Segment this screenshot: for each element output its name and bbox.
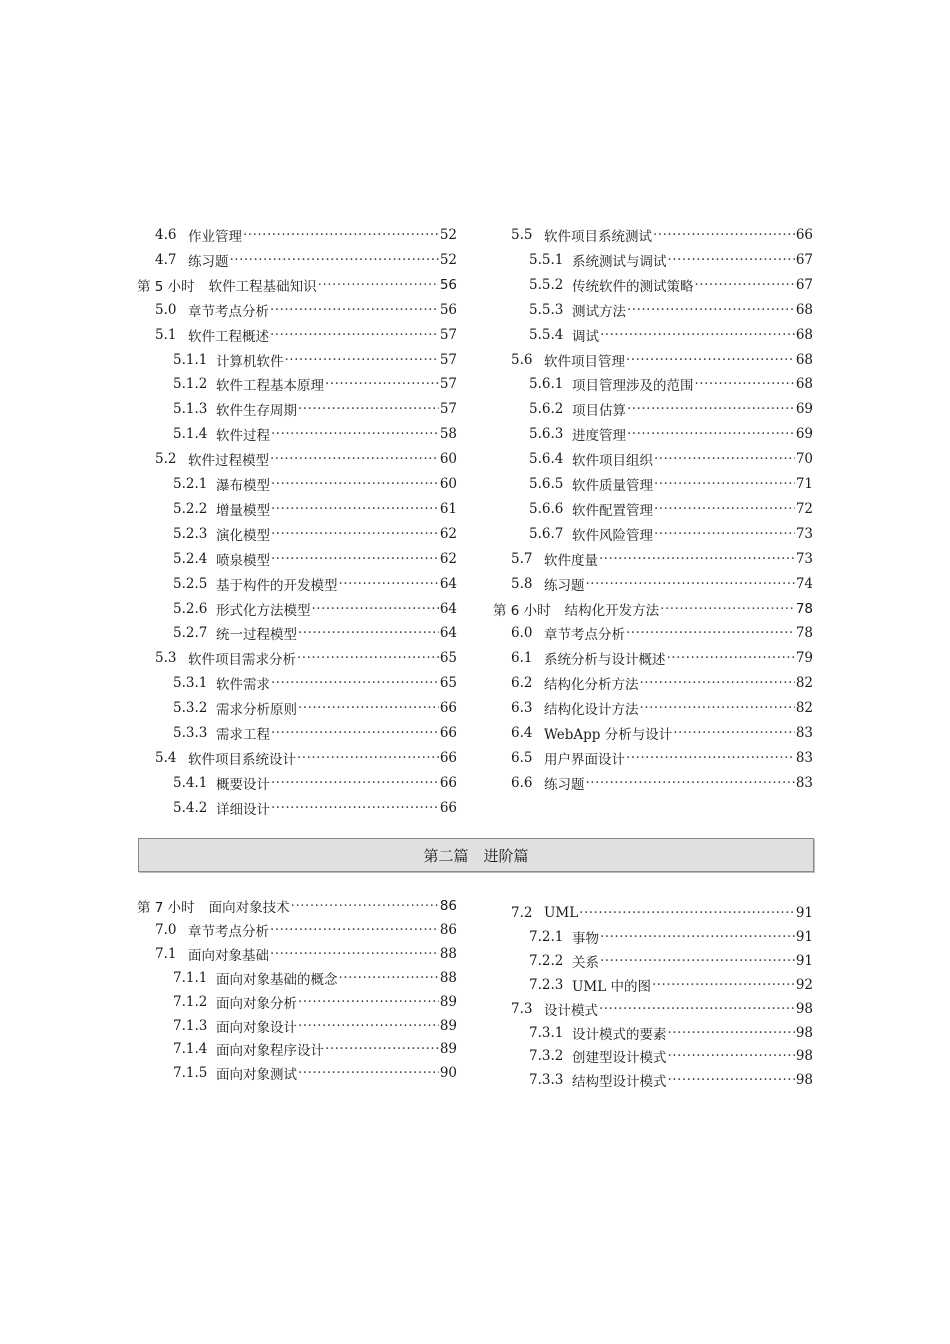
- toc-entry-title: 软件工程概述: [188, 328, 269, 345]
- toc-entry-number: 5.0: [155, 301, 177, 318]
- toc-entry-number: 5.5.3: [529, 301, 564, 318]
- toc-entry-page: 60: [439, 451, 457, 468]
- toc-entry-number: 5.6.5: [529, 476, 564, 492]
- toc-entry-title: 软件质量管理: [572, 478, 653, 494]
- toc-entry-page: 89: [439, 1041, 457, 1058]
- toc-entry-page: 88: [439, 945, 457, 962]
- toc-entry-title: 需求工程: [216, 727, 270, 743]
- toc-column-bottom-right: [493, 0, 813, 1120]
- toc-entry-page: 52: [439, 251, 457, 268]
- toc-entry-title: 设计模式的要素: [572, 1026, 667, 1043]
- toc-entry-page: 65: [439, 675, 457, 692]
- toc-dot-leader: [325, 1041, 439, 1057]
- toc-entry-page: 57: [439, 351, 457, 368]
- toc-entry-page: 60: [439, 476, 457, 492]
- toc-entry-title: 章节考点分析: [188, 923, 269, 940]
- toc-entry-number: 7.2.2: [529, 952, 564, 969]
- toc-chapter-entry[interactable]: [137, 895, 457, 917]
- toc-entry-page: 91: [795, 905, 813, 921]
- toc-entry-number: 6.2: [511, 675, 533, 692]
- toc-entry-title: 软件工程基础知识: [208, 278, 317, 295]
- toc-entry-title: 结构化设计方法: [544, 702, 639, 719]
- toc-entry-page: 74: [795, 575, 813, 592]
- toc-entry-page: 66: [439, 799, 457, 816]
- toc-entry-title: 创建型设计模式: [572, 1050, 667, 1067]
- toc-entry-title: 章节考点分析: [188, 303, 269, 320]
- toc-entry-page: 56: [439, 276, 457, 293]
- toc-entry[interactable]: [137, 1015, 457, 1037]
- toc-dot-leader: [270, 946, 439, 962]
- toc-entry-number: 第 5 小时: [137, 278, 195, 295]
- toc-entry-number: 5.1.1: [173, 351, 208, 368]
- toc-entry-title: 增量模型: [216, 502, 270, 519]
- toc-entry-page: 68: [795, 301, 813, 318]
- toc-entry-page: 86: [439, 898, 457, 914]
- toc-dot-leader: [291, 898, 439, 914]
- toc-dot-leader: [298, 1065, 439, 1081]
- toc-entry-page: 64: [439, 575, 457, 592]
- toc-entry-title: 关系: [572, 954, 599, 971]
- toc-entry-number: 第 6 小时: [493, 602, 551, 619]
- toc-entry-number: 5.2.6: [173, 600, 208, 617]
- toc-entry-number: 5.2.3: [173, 525, 208, 542]
- toc-entry-title: UML: [544, 905, 579, 921]
- toc-entry[interactable]: [137, 1062, 457, 1084]
- toc-entry-title: 统一过程模型: [216, 627, 297, 644]
- toc-entry-number: 5.6.7: [529, 525, 564, 542]
- toc-entry-page: 64: [439, 600, 457, 617]
- toc-dot-leader: [579, 905, 795, 921]
- toc-entry-number: 5.7: [511, 550, 533, 567]
- toc-entry-page: 91: [795, 952, 813, 969]
- toc-entry[interactable]: [493, 926, 813, 948]
- toc-entry-title: 需求分析原则: [216, 702, 297, 719]
- toc-entry-number: 6.5: [511, 749, 533, 766]
- toc-entry-page: 83: [795, 774, 813, 791]
- toc-entry[interactable]: [493, 1069, 813, 1091]
- toc-entry-page: 62: [439, 550, 457, 567]
- toc-entry-page: 61: [439, 500, 457, 517]
- toc-entry-number: 7.1.5: [173, 1065, 208, 1082]
- toc-entry-title: 设计模式: [544, 1002, 598, 1019]
- toc-entry-title: 面向对象程序设计: [216, 1043, 324, 1060]
- toc-entry-page: 57: [439, 326, 457, 343]
- toc-entry-page: 57: [439, 401, 457, 418]
- toc-entry-title: UML 中的图: [572, 978, 651, 995]
- toc-entry-number: 5.6.6: [529, 500, 564, 517]
- toc-entry-number: 7.3.2: [529, 1048, 564, 1065]
- toc-entry-page: 89: [439, 993, 457, 1010]
- toc-entry-title: 面向对象技术: [208, 900, 290, 916]
- toc-entry-page: 88: [439, 969, 457, 986]
- toc-entry-number: 5.2: [155, 451, 177, 468]
- toc-entry-page: 67: [795, 251, 813, 268]
- toc-entry-page: 69: [795, 401, 813, 418]
- toc-entry-title: 传统软件的测试策略: [572, 278, 694, 295]
- toc-entry-number: 5.4: [155, 749, 177, 766]
- toc-entry-page: 79: [795, 650, 813, 667]
- toc-entry-title: WebApp 分析与设计: [544, 727, 673, 743]
- toc-entry-number: 6.0: [511, 625, 533, 642]
- toc-entry-title: 软件项目组织: [572, 453, 653, 470]
- toc-entry-page: 66: [795, 227, 813, 243]
- toc-entry-number: 5.6.2: [529, 401, 564, 418]
- toc-dot-leader: [599, 1001, 795, 1017]
- toc-dot-leader: [600, 929, 795, 945]
- toc-entry-title: 结构化开发方法: [564, 602, 660, 619]
- toc-entry-title: 进度管理: [572, 428, 626, 445]
- toc-entry-title: 软件度量: [544, 552, 598, 569]
- toc-dot-leader: [270, 922, 439, 938]
- toc-entry-page: 78: [795, 600, 813, 617]
- toc-entry-page: 69: [795, 426, 813, 443]
- toc-entry-page: 68: [795, 376, 813, 393]
- toc-entry-title: 面向对象测试: [216, 1067, 297, 1084]
- toc-dot-leader: [298, 1018, 439, 1034]
- toc-entry-title: 形式化方法模型: [216, 602, 311, 619]
- toc-entry-title: 测试方法: [572, 303, 626, 320]
- toc-entry-number: 6.3: [511, 700, 533, 717]
- toc-entry-page: 83: [795, 749, 813, 766]
- toc-entry[interactable]: [137, 1038, 457, 1060]
- toc-entry-title: 调试: [572, 328, 599, 345]
- toc-entry-number: 5.1.4: [173, 426, 208, 443]
- toc-entry-title: 用户界面设计: [544, 751, 625, 768]
- toc-entry-title: 结构化分析方法: [544, 677, 639, 694]
- part-banner-title: 第二篇 进阶篇: [423, 846, 529, 865]
- toc-entry-page: 56: [439, 301, 457, 318]
- toc-entry-title: 项目管理涉及的范围: [572, 378, 694, 395]
- toc-entry-number: 第 7 小时: [137, 900, 195, 916]
- toc-dot-leader: [668, 1025, 795, 1041]
- toc-entry-page: 73: [795, 550, 813, 567]
- toc-entry-number: 5.6.1: [529, 376, 564, 393]
- toc-entry-number: 6.4: [511, 725, 533, 741]
- toc-entry-page: 90: [439, 1065, 457, 1082]
- toc-entry-number: 5.4.2: [173, 799, 208, 816]
- toc-entry-number: 6.1: [511, 650, 533, 667]
- toc-entry[interactable]: [137, 967, 457, 989]
- toc-entry-title: 章节考点分析: [544, 627, 625, 644]
- toc-entry-number: 7.2.3: [529, 976, 564, 993]
- toc-entry[interactable]: [493, 1022, 813, 1044]
- toc-entry-title: 事物: [572, 930, 599, 947]
- toc-entry-title: 面向对象基础的概念: [216, 971, 338, 988]
- toc-entry-page: 86: [439, 921, 457, 938]
- toc-entry-title: 项目估算: [572, 403, 626, 420]
- toc-entry-page: 58: [439, 426, 457, 443]
- toc-entry-number: 5.3.2: [173, 700, 208, 717]
- toc-entry-page: 83: [795, 725, 813, 741]
- toc-entry-title: 计算机软件: [216, 353, 284, 370]
- toc-entry-title: 系统测试与调试: [572, 253, 667, 270]
- toc-entry-page: 91: [795, 928, 813, 945]
- toc-entry-title: 软件过程模型: [188, 453, 269, 470]
- toc-entry[interactable]: [137, 991, 457, 1013]
- toc-entry-page: 66: [439, 749, 457, 766]
- toc-entry-title: 结构型设计模式: [572, 1074, 667, 1091]
- toc-entry-number: 5.1.3: [173, 401, 208, 418]
- toc-entry-page: 98: [795, 1072, 813, 1089]
- toc-entry-page: 62: [439, 525, 457, 542]
- toc-entry-page: 66: [439, 700, 457, 717]
- toc-entry-number: 5.2.5: [173, 575, 208, 592]
- toc-entry-number: 4.7: [155, 251, 177, 268]
- toc-entry-page: 66: [439, 725, 457, 741]
- toc-entry-number: 5.5: [511, 227, 533, 243]
- toc-entry-number: 7.0: [155, 921, 177, 938]
- toc-entry-number: 7.3.3: [529, 1072, 564, 1089]
- toc-entry-page: 52: [439, 227, 457, 243]
- toc-entry-number: 5.6.4: [529, 451, 564, 468]
- toc-entry-number: 5.1: [155, 326, 177, 343]
- toc-entry-title: 详细设计: [216, 801, 270, 818]
- toc-entry-page: 78: [795, 625, 813, 642]
- toc-entry-number: 7.2.1: [529, 928, 564, 945]
- toc-entry-number: 5.1.2: [173, 376, 208, 393]
- toc-entry-page: 98: [795, 1048, 813, 1065]
- toc-entry-title: 软件过程: [216, 428, 270, 445]
- toc-entry[interactable]: [493, 974, 813, 996]
- toc-entry-number: 5.4.1: [173, 774, 208, 791]
- toc-entry-title: 软件风险管理: [572, 527, 653, 544]
- toc-entry-page: 66: [439, 774, 457, 791]
- toc-entry-number: 4.6: [155, 227, 177, 243]
- toc-entry-title: 练习题: [544, 776, 585, 793]
- toc-entry-page: 98: [795, 1024, 813, 1041]
- toc-entry-number: 7.1.1: [173, 969, 208, 986]
- toc-entry-number: 7.1.2: [173, 993, 208, 1010]
- toc-entry-number: 5.2.7: [173, 625, 208, 642]
- toc-dot-leader: [339, 970, 439, 986]
- toc-entry-title: 软件需求: [216, 677, 270, 694]
- toc-entry-title: 软件项目需求分析: [188, 652, 296, 669]
- toc-entry-title: 概要设计: [216, 776, 270, 793]
- toc-entry-page: 71: [795, 476, 813, 492]
- toc-entry-number: 5.5.4: [529, 326, 564, 343]
- toc-dot-leader: [600, 953, 795, 969]
- toc-entry-page: 92: [795, 976, 813, 993]
- toc-entry-number: 5.3.3: [173, 725, 208, 741]
- toc-entry-title: 软件项目系统测试: [544, 229, 652, 245]
- toc-entry-page: 82: [795, 675, 813, 692]
- toc-entry-title: 喷泉模型: [216, 552, 270, 569]
- toc-entry-title: 软件项目系统设计: [188, 751, 296, 768]
- toc-entry-page: 89: [439, 1017, 457, 1034]
- toc-dot-leader: [298, 994, 439, 1010]
- toc-entry-page: 68: [795, 351, 813, 368]
- toc-entry[interactable]: [137, 919, 457, 941]
- toc-entry[interactable]: [493, 998, 813, 1020]
- toc-entry-page: 67: [795, 276, 813, 293]
- toc-entry-number: 5.2.1: [173, 476, 208, 492]
- toc-entry-title: 软件工程基本原理: [216, 378, 324, 395]
- toc-entry-number: 7.1.4: [173, 1041, 208, 1058]
- toc-entry-number: 5.8: [511, 575, 533, 592]
- toc-dot-leader: [652, 977, 795, 993]
- toc-entry-title: 练习题: [544, 577, 585, 594]
- toc-entry[interactable]: [493, 950, 813, 972]
- toc-entry-page: 64: [439, 625, 457, 642]
- toc-entry-page: 65: [439, 650, 457, 667]
- toc-entry-title: 面向对象基础: [188, 947, 269, 964]
- toc-entry-page: 68: [795, 326, 813, 343]
- toc-entry-number: 5.6: [511, 351, 533, 368]
- toc-entry-number: 6.6: [511, 774, 533, 791]
- toc-entry-page: 70: [795, 451, 813, 468]
- toc-entry-page: 73: [795, 525, 813, 542]
- toc-entry-page: 57: [439, 376, 457, 393]
- toc-entry-title: 软件项目管理: [544, 353, 625, 370]
- toc-entry-title: 系统分析与设计概述: [544, 652, 666, 669]
- toc-entry-page: 72: [795, 500, 813, 517]
- toc-entry-title: 软件配置管理: [572, 502, 653, 519]
- toc-entry-page: 98: [795, 1000, 813, 1017]
- toc-column-bottom-left: [137, 0, 457, 1120]
- toc-entry[interactable]: [137, 943, 457, 965]
- toc-entry-number: 5.3: [155, 650, 177, 667]
- toc-entry-title: 基于构件的开发模型: [216, 577, 338, 594]
- toc-entry-title: 面向对象设计: [216, 1019, 297, 1036]
- toc-entry-number: 5.5.2: [529, 276, 564, 293]
- toc-entry-number: 7.3: [511, 1000, 533, 1017]
- toc-dot-leader: [668, 1072, 795, 1088]
- toc-entry-title: 软件生存周期: [216, 403, 297, 420]
- toc-entry-number: 5.6.3: [529, 426, 564, 443]
- toc-entry-number: 7.2: [511, 905, 533, 921]
- toc-dot-leader: [668, 1048, 795, 1064]
- toc-entry-number: 5.3.1: [173, 675, 208, 692]
- toc-entry-number: 7.1: [155, 945, 177, 962]
- toc-entry-number: 7.3.1: [529, 1024, 564, 1041]
- toc-entry[interactable]: [493, 1045, 813, 1067]
- toc-entry-number: 7.1.3: [173, 1017, 208, 1034]
- toc-entry-page: 82: [795, 700, 813, 717]
- toc-entry-title: 作业管理: [188, 229, 242, 245]
- toc-entry-title: 演化模型: [216, 527, 270, 544]
- toc-entry-number: 5.2.4: [173, 550, 208, 567]
- toc-entry-number: 5.2.2: [173, 500, 208, 517]
- toc-entry-title: 练习题: [188, 253, 229, 270]
- toc-entry[interactable]: [493, 902, 813, 924]
- toc-entry-title: 面向对象分析: [216, 995, 297, 1012]
- toc-entry-number: 5.5.1: [529, 251, 564, 268]
- toc-entry-title: 瀑布模型: [216, 478, 270, 494]
